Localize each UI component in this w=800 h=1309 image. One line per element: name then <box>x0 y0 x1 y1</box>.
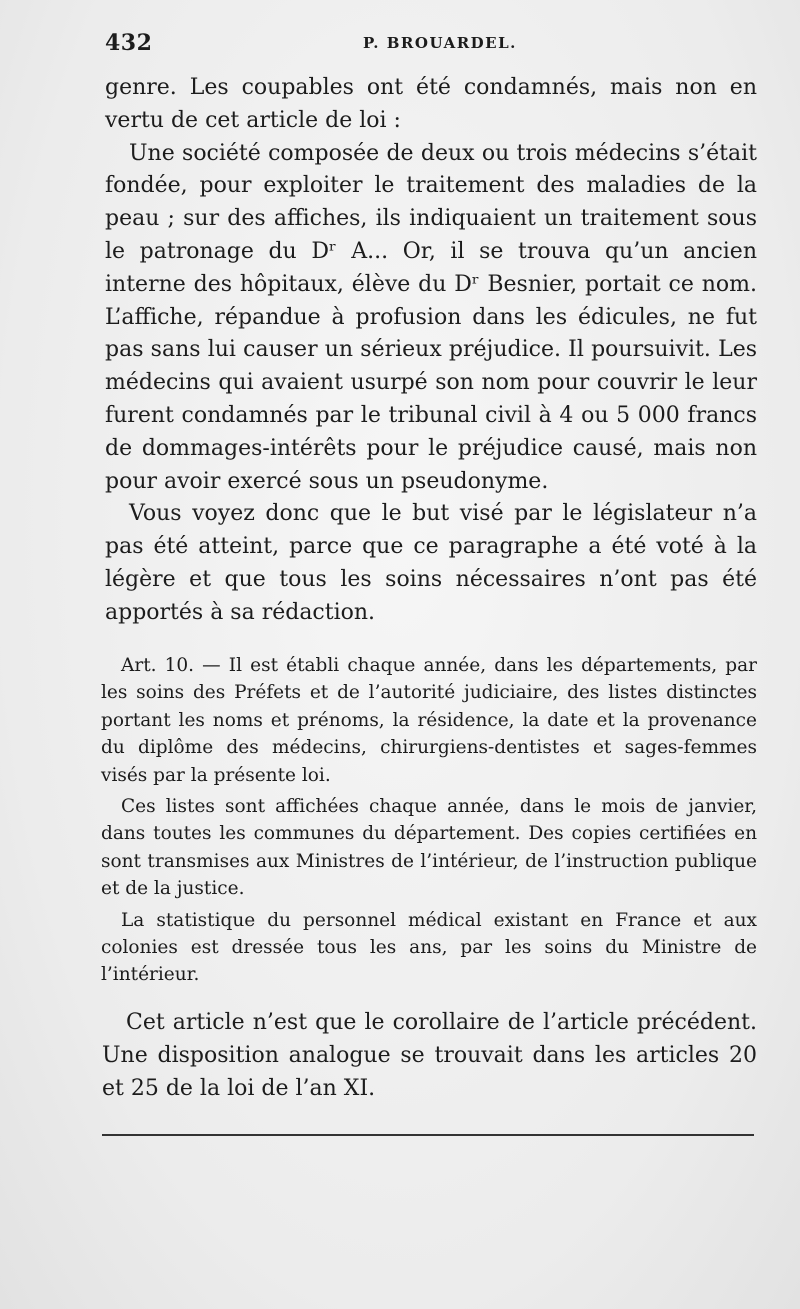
paragraph-closing: Cet article n’est que le corollaire de l’article précédent. Une disposition analogue se trouvait dans les articles 20 et 25 de la loi de l’an XI. <box>102 1010 757 1101</box>
law-paragraph: Art. 10. — Il est établi chaque année, dans les départements, par les soins des Préfets et de l’autorité judiciaire, des listes distinctes portant les noms et prénoms, la résidence, la date et la provenance du diplôme des médecins, chirurgiens-dentistes et sages-femmes visés par la présente loi. <box>101 655 757 786</box>
law-article-quote <box>101 652 757 993</box>
law-paragraph: La statistique du personnel médical existant en France et aux colonies est dressée tous les ans, par les soins du Ministre de l’intérieur. <box>101 909 757 986</box>
page-header <box>105 30 760 60</box>
paragraph-anecdote: Une société composée de deux ou trois médecins s’était fondée, pour exploiter le traitement des maladies de la peau ; sur des affiches, ils indiquaient un traitement sous le patronage du Dʳ A... Or, il se trouva qu’un ancien interne des hôpitaux, élève du Dʳ Besnier, portait ce nom. L’affiche, répandue à profusion dans les édicules, ne fut pas sans lui causer un sérieux préjudice. Il poursuivit. Les médecins qui avaient usurpé son nom pour couvrir le leur furent condamnés par le tribunal civil à 4 ou 5 000 francs de dommages-intérêts pour le préjudice causé, mais non pour avoir exercé sous un pseudonyme. <box>105 140 757 494</box>
paragraph-conclusion: Vous voyez donc que le but visé par le législateur n’a pas été atteint, parce que ce paragraphe a été voté à la légère et que tous les soins nécessaires n’ont pas été apportés à sa rédaction. <box>105 501 757 625</box>
footnote-divider <box>102 1134 754 1136</box>
law-paragraph: Ces listes sont affichées chaque année, dans le mois de janvier, dans toutes les communes du département. Des copies certifiées en sont transmises aux Ministres de l’intérieur, de l’instruction publique et de la justice. <box>101 796 757 900</box>
page-number: 432 <box>105 30 153 56</box>
paragraph-continuation: genre. Les coupables ont été condamnés, mais non en vertu de cet article de loi : <box>105 75 757 133</box>
running-head: P. BROUARDEL. <box>363 34 517 52</box>
closing-text <box>102 1007 757 1105</box>
main-text <box>105 72 757 630</box>
